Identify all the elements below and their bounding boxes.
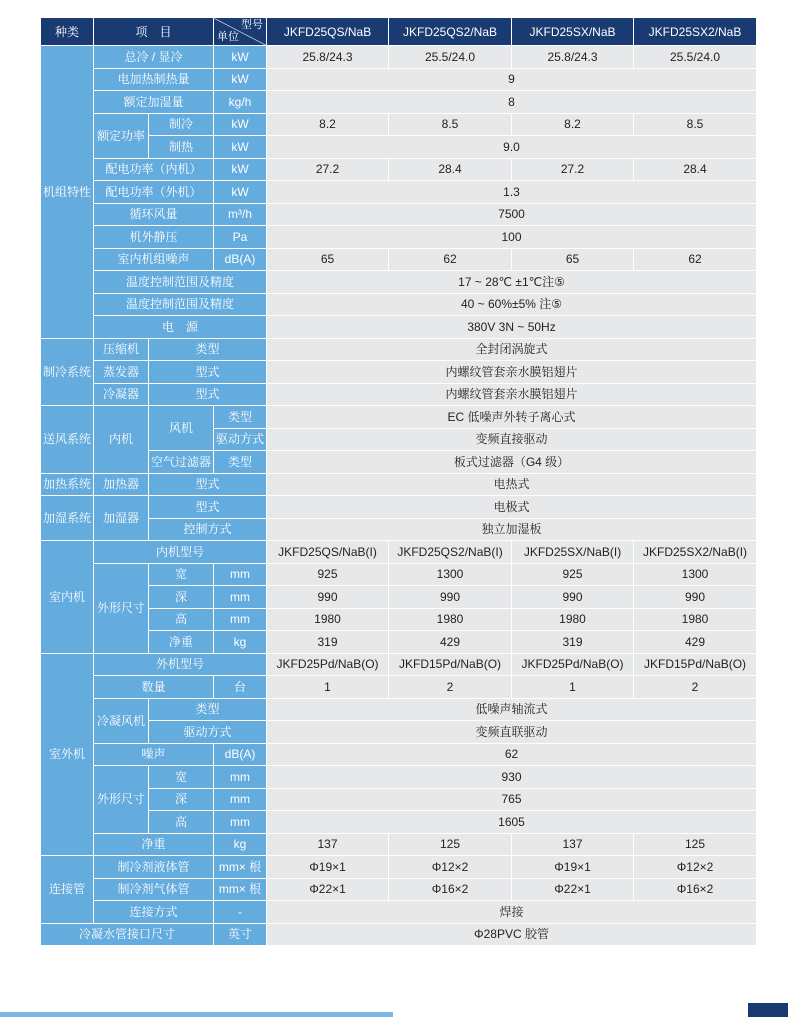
- table-row: [41, 721, 757, 744]
- air-indoor-label: 内机: [94, 406, 149, 474]
- condenser-attr: 型式: [149, 383, 267, 406]
- header-category: 种类: [41, 18, 94, 46]
- indoor-width-value: 1300: [389, 563, 512, 586]
- table-row: [41, 743, 757, 766]
- outdoor-model-value: JKFD25Pd/NaB(O): [267, 653, 389, 676]
- table-row: [41, 653, 757, 676]
- table-row: [41, 338, 757, 361]
- power-outdoor-label: 配电功率（外机）: [94, 181, 214, 204]
- table-row: [41, 833, 757, 856]
- power-outdoor-unit: kW: [214, 181, 267, 204]
- table-row: [41, 766, 757, 789]
- rated-humidification-label: 额定加湿量: [94, 91, 214, 114]
- humidifier-control-value: 独立加湿板: [267, 518, 757, 541]
- table-row: [41, 226, 757, 249]
- outdoor-fan-type-value: 低噪声轴流式: [267, 698, 757, 721]
- indoor-width-value: 925: [512, 563, 634, 586]
- indoor-model-label: 内机型号: [94, 541, 267, 564]
- liquid-pipe-value: Φ12×2: [389, 856, 512, 879]
- rated-power-heating-unit: kW: [214, 136, 267, 159]
- outdoor-weight-unit: kg: [214, 833, 267, 856]
- indoor-width-value: 925: [267, 563, 389, 586]
- outdoor-width-label: 宽: [149, 766, 214, 789]
- rated-humidification-unit: kg/h: [214, 91, 267, 114]
- table-row: [41, 383, 757, 406]
- outdoor-height-value: 1605: [267, 811, 757, 834]
- outdoor-model-value: JKFD25Pd/NaB(O): [512, 653, 634, 676]
- table-row: [41, 248, 757, 271]
- outdoor-weight-value: 125: [634, 833, 757, 856]
- humidifier-control-label: 控制方式: [149, 518, 267, 541]
- outdoor-height-label: 高: [149, 811, 214, 834]
- evaporator-attr: 型式: [149, 361, 267, 384]
- indoor-width-label: 宽: [149, 563, 214, 586]
- gas-pipe-value: Φ22×1: [267, 878, 389, 901]
- electric-heating-value: 9: [267, 68, 757, 91]
- temperature-control-label: 温度控制范围及精度: [94, 271, 267, 294]
- table-row: [41, 586, 757, 609]
- compressor-label: 压缩机: [94, 338, 149, 361]
- indoor-height-value: 1980: [512, 608, 634, 631]
- category-piping: 连接管: [41, 856, 94, 924]
- indoor-depth-value: 990: [634, 586, 757, 609]
- spec-table: [40, 17, 757, 946]
- table-row: [41, 856, 757, 879]
- table-row: [41, 113, 757, 136]
- indoor-model-value: JKFD25QS2/NaB(I): [389, 541, 512, 564]
- gas-pipe-value: Φ16×2: [634, 878, 757, 901]
- drain-label: 冷凝水管接口尺寸: [41, 923, 214, 946]
- static-pressure-value: 100: [267, 226, 757, 249]
- outdoor-depth-value: 765: [267, 788, 757, 811]
- indoor-width-unit: mm: [214, 563, 267, 586]
- outdoor-noise-unit: dB(A): [214, 743, 267, 766]
- outdoor-noise-value: 62: [267, 743, 757, 766]
- table-row: [41, 181, 757, 204]
- indoor-depth-value: 990: [267, 586, 389, 609]
- electric-heating-label: 电加热制热量: [94, 68, 214, 91]
- table-row: [41, 541, 757, 564]
- header-model-unit: [214, 18, 267, 46]
- rated-humidification-value: 8: [267, 91, 757, 114]
- power-outdoor-value: 1.3: [267, 181, 757, 204]
- air-filter-type-value: 板式过滤器（G4 级）: [267, 451, 757, 474]
- table-row: [41, 923, 757, 946]
- indoor-width-value: 1300: [634, 563, 757, 586]
- compressor-value: 全封闭涡旋式: [267, 338, 757, 361]
- outdoor-weight-value: 137: [267, 833, 389, 856]
- connection-value: 焊接: [267, 901, 757, 924]
- electric-heating-unit: kW: [214, 68, 267, 91]
- outdoor-quantity-value: 2: [389, 676, 512, 699]
- total-cooling-unit: kW: [214, 46, 267, 69]
- indoor-weight-unit: kg: [214, 631, 267, 654]
- power-indoor-value: 27.2: [512, 158, 634, 181]
- rated-power-cooling-unit: kW: [214, 113, 267, 136]
- outdoor-quantity-value: 1: [512, 676, 634, 699]
- humidifier-type-label: 型式: [149, 496, 267, 519]
- outdoor-height-unit: mm: [214, 811, 267, 834]
- category-air-system: 送风系统: [41, 406, 94, 474]
- table-row: [41, 158, 757, 181]
- outdoor-fan-type-label: 类型: [149, 698, 267, 721]
- static-pressure-unit: Pa: [214, 226, 267, 249]
- liquid-pipe-label: 制冷剂液体管: [94, 856, 214, 879]
- outdoor-width-value: 930: [267, 766, 757, 789]
- humidifier-type-value: 电极式: [267, 496, 757, 519]
- header-row: [41, 18, 757, 46]
- drain-unit: 英寸: [214, 923, 267, 946]
- gas-pipe-unit: mm× 根: [214, 878, 267, 901]
- outdoor-model-value: JKFD15Pd/NaB(O): [634, 653, 757, 676]
- table-row: [41, 203, 757, 226]
- indoor-weight-value: 429: [389, 631, 512, 654]
- liquid-pipe-value: Φ19×1: [512, 856, 634, 879]
- table-row: [41, 811, 757, 834]
- indoor-weight-value: 429: [634, 631, 757, 654]
- outdoor-quantity-unit: 台: [214, 676, 267, 699]
- header-model-label: 型号: [241, 19, 264, 31]
- evaporator-value: 内螺纹管套亲水膜铝翅片: [267, 361, 757, 384]
- table-row: [41, 316, 757, 339]
- gas-pipe-value: Φ16×2: [389, 878, 512, 901]
- heater-label: 加热器: [94, 473, 149, 496]
- static-pressure-label: 机外静压: [94, 226, 214, 249]
- airflow-value: 7500: [267, 203, 757, 226]
- liquid-pipe-value: Φ12×2: [634, 856, 757, 879]
- indoor-noise-value: 65: [267, 248, 389, 271]
- connection-label: 连接方式: [94, 901, 214, 924]
- indoor-weight-value: 319: [267, 631, 389, 654]
- humidity-control-value: 40 ~ 60%±5% 注⑤: [267, 293, 757, 316]
- connection-unit: -: [214, 901, 267, 924]
- outdoor-quantity-label: 数量: [94, 676, 214, 699]
- humidifier-label: 加湿器: [94, 496, 149, 541]
- category-outdoor-unit: 室外机: [41, 653, 94, 856]
- humidity-control-label: 温度控制范围及精度: [94, 293, 267, 316]
- power-indoor-value: 28.4: [634, 158, 757, 181]
- indoor-height-label: 高: [149, 608, 214, 631]
- total-cooling-label: 总冷 / 显冷: [94, 46, 214, 69]
- table-row: [41, 878, 757, 901]
- power-indoor-value: 27.2: [267, 158, 389, 181]
- air-fan-label: 风机: [149, 406, 214, 451]
- indoor-depth-value: 990: [389, 586, 512, 609]
- indoor-height-unit: mm: [214, 608, 267, 631]
- table-row: [41, 293, 757, 316]
- table-row: [41, 901, 757, 924]
- indoor-noise-value: 65: [512, 248, 634, 271]
- outdoor-fan-label: 冷凝风机: [94, 698, 149, 743]
- indoor-height-value: 1980: [267, 608, 389, 631]
- compressor-attr: 类型: [149, 338, 267, 361]
- category-humidifying-system: 加湿系统: [41, 496, 94, 541]
- rated-power-heating-value: 9.0: [267, 136, 757, 159]
- rated-power-cooling-value: 8.2: [512, 113, 634, 136]
- indoor-noise-value: 62: [634, 248, 757, 271]
- table-row: [41, 698, 757, 721]
- indoor-height-value: 1980: [634, 608, 757, 631]
- table-row: [41, 473, 757, 496]
- outdoor-quantity-value: 1: [267, 676, 389, 699]
- header-item: 项 目: [94, 18, 214, 46]
- indoor-dimensions-label: 外形尺寸: [94, 563, 149, 653]
- outdoor-weight-value: 125: [389, 833, 512, 856]
- table-row: [41, 406, 757, 429]
- indoor-noise-label: 室内机组噪声: [94, 248, 214, 271]
- total-cooling-value: 25.8/24.3: [512, 46, 634, 69]
- outdoor-fan-drive-label: 驱动方式: [149, 721, 267, 744]
- power-indoor-value: 28.4: [389, 158, 512, 181]
- outdoor-noise-label: 噪声: [94, 743, 214, 766]
- table-row: [41, 68, 757, 91]
- air-fan-drive-label: 驱动方式: [214, 428, 267, 451]
- header-model-1: JKFD25QS/NaB: [267, 18, 389, 46]
- gas-pipe-value: Φ22×1: [512, 878, 634, 901]
- table-row: [41, 631, 757, 654]
- power-supply-value: 380V 3N ~ 50Hz: [267, 316, 757, 339]
- footer-accent-bar: [0, 1012, 393, 1017]
- power-indoor-unit: kW: [214, 158, 267, 181]
- gas-pipe-label: 制冷剂气体管: [94, 878, 214, 901]
- indoor-weight-value: 319: [512, 631, 634, 654]
- indoor-noise-value: 62: [389, 248, 512, 271]
- table-row: [41, 563, 757, 586]
- air-fan-type-label: 类型: [214, 406, 267, 429]
- power-supply-label: 电 源: [94, 316, 267, 339]
- evaporator-label: 蒸发器: [94, 361, 149, 384]
- table-row: [41, 91, 757, 114]
- outdoor-model-label: 外机型号: [94, 653, 267, 676]
- liquid-pipe-unit: mm× 根: [214, 856, 267, 879]
- outdoor-weight-value: 137: [512, 833, 634, 856]
- table-row: [41, 361, 757, 384]
- airflow-label: 循环风量: [94, 203, 214, 226]
- condenser-label: 冷凝器: [94, 383, 149, 406]
- table-row: [41, 676, 757, 699]
- condenser-value: 内螺纹管套亲水膜铝翅片: [267, 383, 757, 406]
- total-cooling-value: 25.5/24.0: [634, 46, 757, 69]
- table-row: [41, 788, 757, 811]
- table-row: [41, 451, 757, 474]
- air-filter-label: 空气过滤器: [149, 451, 214, 474]
- outdoor-width-unit: mm: [214, 766, 267, 789]
- header-unit-label: 单位: [217, 31, 240, 43]
- rated-power-heating-label: 制热: [149, 136, 214, 159]
- airflow-unit: m³/h: [214, 203, 267, 226]
- rated-power-cooling-value: 8.5: [634, 113, 757, 136]
- outdoor-weight-label: 净重: [94, 833, 214, 856]
- temperature-control-value: 17 ~ 28℃ ±1℃注⑤: [267, 271, 757, 294]
- header-model-4: JKFD25SX2/NaB: [634, 18, 757, 46]
- rated-power-cooling-value: 8.2: [267, 113, 389, 136]
- heater-attr: 型式: [149, 473, 267, 496]
- indoor-depth-value: 990: [512, 586, 634, 609]
- outdoor-dimensions-label: 外形尺寸: [94, 766, 149, 834]
- rated-power-label: 额定功率: [94, 113, 149, 158]
- air-fan-type-value: EC 低噪声外转子离心式: [267, 406, 757, 429]
- category-heating-system: 加热系统: [41, 473, 94, 496]
- total-cooling-value: 25.5/24.0: [389, 46, 512, 69]
- heater-value: 电热式: [267, 473, 757, 496]
- header-model-3: JKFD25SX/NaB: [512, 18, 634, 46]
- footer-page-block: [748, 1003, 788, 1017]
- category-cooling-system: 制冷系统: [41, 338, 94, 406]
- outdoor-quantity-value: 2: [634, 676, 757, 699]
- liquid-pipe-value: Φ19×1: [267, 856, 389, 879]
- indoor-noise-unit: dB(A): [214, 248, 267, 271]
- indoor-depth-unit: mm: [214, 586, 267, 609]
- air-fan-drive-value: 变频直接驱动: [267, 428, 757, 451]
- table-row: [41, 496, 757, 519]
- table-row: [41, 271, 757, 294]
- rated-power-cooling-value: 8.5: [389, 113, 512, 136]
- indoor-model-value: JKFD25SX/NaB(I): [512, 541, 634, 564]
- outdoor-model-value: JKFD15Pd/NaB(O): [389, 653, 512, 676]
- outdoor-fan-drive-value: 变频直联驱动: [267, 721, 757, 744]
- indoor-weight-label: 净重: [149, 631, 214, 654]
- category-unit-features: 机组特性: [41, 46, 94, 339]
- indoor-height-value: 1980: [389, 608, 512, 631]
- indoor-model-value: JKFD25SX2/NaB(I): [634, 541, 757, 564]
- indoor-depth-label: 深: [149, 586, 214, 609]
- table-row: [41, 136, 757, 159]
- drain-value: Φ28PVC 胶管: [267, 923, 757, 946]
- air-filter-type-label: 类型: [214, 451, 267, 474]
- category-indoor-unit: 室内机: [41, 541, 94, 654]
- table-row: [41, 46, 757, 69]
- header-model-2: JKFD25QS2/NaB: [389, 18, 512, 46]
- total-cooling-value: 25.8/24.3: [267, 46, 389, 69]
- table-row: [41, 608, 757, 631]
- table-row: [41, 518, 757, 541]
- indoor-model-value: JKFD25QS/NaB(I): [267, 541, 389, 564]
- outdoor-depth-label: 深: [149, 788, 214, 811]
- rated-power-cooling-label: 制冷: [149, 113, 214, 136]
- outdoor-depth-unit: mm: [214, 788, 267, 811]
- power-indoor-label: 配电功率（内机）: [94, 158, 214, 181]
